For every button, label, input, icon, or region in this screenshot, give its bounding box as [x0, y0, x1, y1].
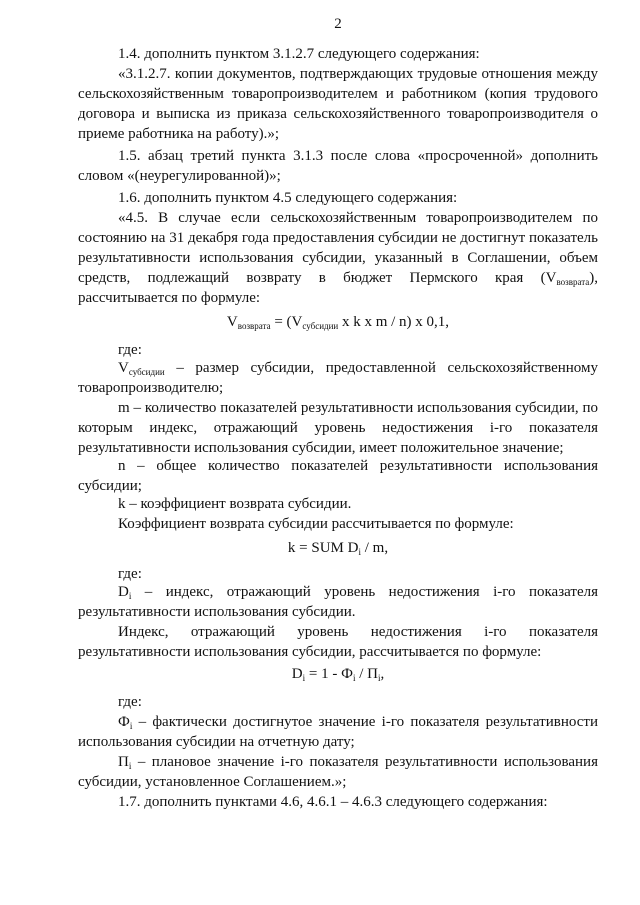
definition-phi	[78, 712, 598, 752]
def-v-symbol: V	[118, 360, 129, 376]
definition-v-subsidy	[78, 358, 598, 398]
def-pi-subscript: i	[128, 761, 132, 771]
paragraph-1-5: 1.5. абзац третий пункта 3.1.3 после слова «просроченной» дополнить словом «(неурегулированной)»;	[78, 148, 598, 184]
formula-di-div: / П	[355, 666, 378, 682]
formula-di-sub2: i	[352, 673, 356, 683]
formula-v: V	[226, 314, 238, 330]
definition-pi	[78, 752, 598, 792]
paragraph-4-5-tail: ), рассчитывается по формуле:	[78, 270, 598, 306]
def-v-subscript: субсидии	[128, 367, 165, 377]
formula-di-mid: = 1 - Ф	[305, 666, 353, 682]
formula-di	[78, 664, 598, 684]
def-pi-text: – плановое значение i-го показателя результативности использования субсидии, установленное Соглашением.»;	[78, 754, 598, 790]
formula-sub-subsidy: субсидии	[302, 321, 339, 331]
where-label-3: где:	[118, 694, 142, 710]
def-d-subscript: i	[128, 591, 132, 601]
formula-sub-return: возврата	[237, 321, 271, 331]
definition-di	[78, 582, 598, 622]
def-phi-text: – фактически достигнутое значение i-го показателя результативности использования субсидии на отчетную дату;	[78, 714, 598, 750]
def-phi-subscript: i	[129, 721, 133, 731]
formula-di-end: ,	[380, 666, 385, 682]
def-v-text: – размер субсидии, предоставленной сельскохозяйственному товаропроизводителю;	[78, 360, 598, 396]
def-d-text: – индекс, отражающий уровень недостижения i-го показателя результативности использования субсидии.	[78, 584, 598, 620]
def-pi-symbol: П	[118, 754, 129, 770]
formula-tail: x k x m / n) x 0,1,	[338, 314, 450, 330]
formula-k-tail: / m,	[360, 540, 389, 556]
definition-m: m – количество показателей результативности использования субсидии, по которым индекс, отражающий уровень недостижения i-го показателя результативности использования субсидии, имеет положительное значение;	[78, 400, 598, 456]
paragraph-4-5	[78, 208, 598, 308]
paragraph-1-7: 1.7. дополнить пунктами 4.6, 4.6.1 – 4.6.3 следующего содержания:	[118, 794, 548, 810]
formula-k	[78, 538, 598, 558]
formula-k-sub: i	[358, 547, 361, 557]
where-label-2: где:	[118, 566, 142, 582]
where-label-1: где:	[118, 342, 142, 358]
definition-k: k – коэффициент возврата субсидии.	[118, 496, 352, 512]
v-return-subscript: возврата	[556, 277, 590, 287]
formula-di-sub3: i	[377, 673, 381, 683]
page-number: 2	[334, 16, 342, 32]
paragraph-index-formula: Индекс, отражающий уровень недостижения i-го показателя результативности использования субсидии, рассчитывается по формуле:	[78, 624, 598, 660]
paragraph-coef-formula: Коэффициент возврата субсидии рассчитывается по формуле:	[118, 516, 514, 532]
paragraph-1-6: 1.6. дополнить пунктом 4.5 следующего содержания:	[118, 190, 458, 206]
paragraph-3-1-2-7: «3.1.2.7. копии документов, подтверждающих трудовые отношения между сельскохозяйственным товаропроизводителем и работником (копия трудового договора и выписка из приказа сельскохозяйственного товаропроизводителя о приеме работника на работу).»;	[78, 66, 598, 142]
formula-mid: = (V	[270, 314, 303, 330]
paragraph-1-4: 1.4. дополнить пунктом 3.1.2.7 следующего содержания:	[118, 46, 480, 62]
formula-k-main: k = SUM D	[287, 540, 359, 556]
v-return-symbol: V	[545, 270, 557, 286]
def-phi-symbol: Ф	[118, 714, 130, 730]
formula-di-sub1: i	[302, 673, 306, 683]
formula-di-d: D	[291, 666, 303, 682]
paragraph-4-5-text: «4.5. В случае если сельскохозяйственным товаропроизводителем по состоянию на 31 декабря года предоставления субсидии не достигнут показатель результативности использования субсидии, указанный в Соглашении, объем средств, подлежащий возврату в бюджет Пермского края (	[78, 210, 598, 286]
formula-v-return	[78, 312, 598, 332]
definition-n: n – общее количество показателей результативности использования субсидии;	[78, 458, 598, 494]
def-d-symbol: D	[118, 584, 129, 600]
